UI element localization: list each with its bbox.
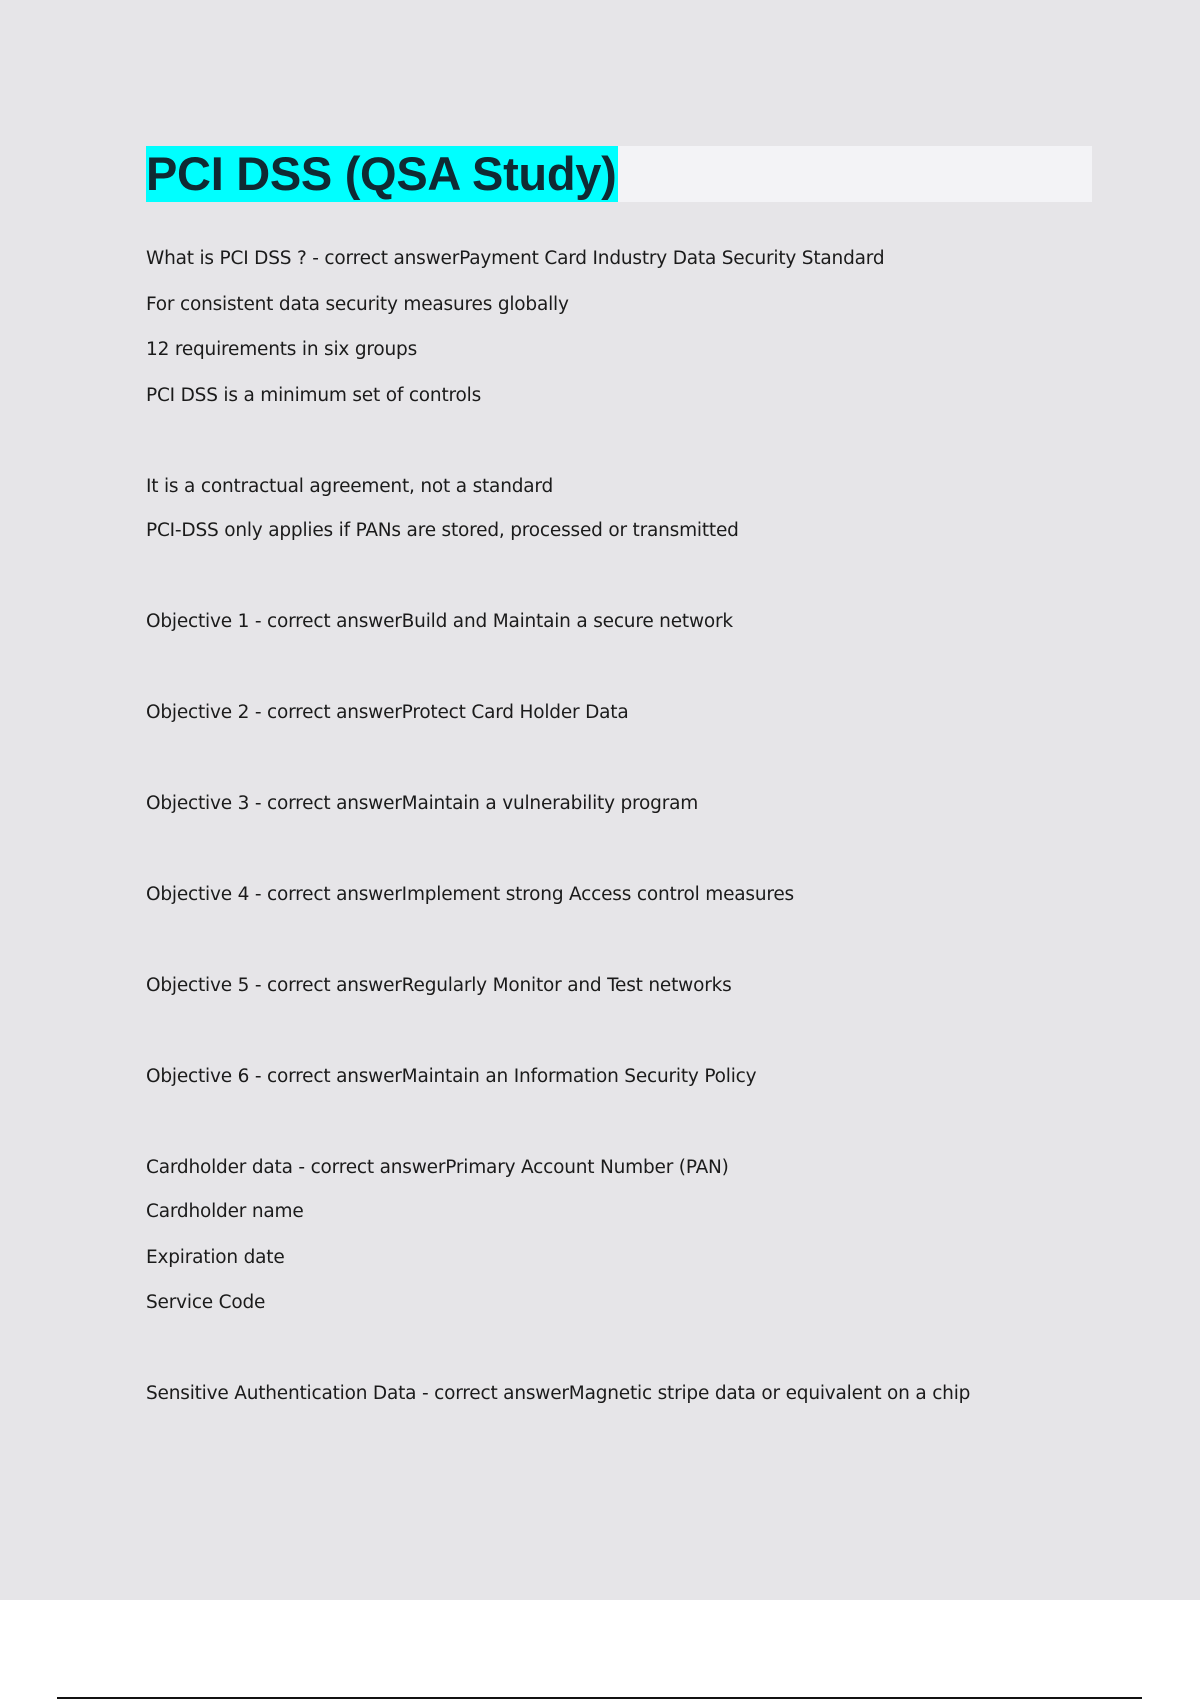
text-line: Service Code: [146, 1292, 266, 1313]
qa-sensitive-auth-data: Sensitive Authentication Data - correct answerMagnetic stripe data or equivalent on a chip: [146, 1383, 971, 1404]
text-line: It is a contractual agreement, not a standard: [146, 476, 554, 497]
qa-cardholder-data: Cardholder data - correct answerPrimary Account Number (PAN): [146, 1157, 729, 1178]
text-line: Expiration date: [146, 1247, 285, 1268]
footer-divider: [57, 1697, 1142, 1699]
page-gap: [0, 1600, 1200, 1700]
text-line: PCI-DSS only applies if PANs are stored, processed or transmitted: [146, 520, 739, 541]
text-line: For consistent data security measures globally: [146, 294, 569, 315]
qa-objective-3: Objective 3 - correct answerMaintain a vulnerability program: [146, 793, 699, 814]
qa-pci-dss-definition: What is PCI DSS ? - correct answerPayment Card Industry Data Security Standard: [146, 248, 885, 269]
text-line: PCI DSS is a minimum set of controls: [146, 385, 482, 406]
text-line: 12 requirements in six groups: [146, 339, 418, 360]
qa-objective-5: Objective 5 - correct answerRegularly Monitor and Test networks: [146, 975, 732, 996]
document-title: PCI DSS (QSA Study): [146, 147, 617, 200]
qa-objective-4: Objective 4 - correct answerImplement strong Access control measures: [146, 884, 794, 905]
text-line: Cardholder name: [146, 1201, 304, 1222]
qa-objective-6: Objective 6 - correct answerMaintain an Information Security Policy: [146, 1066, 757, 1087]
qa-objective-2: Objective 2 - correct answerProtect Card Holder Data: [146, 702, 629, 723]
qa-objective-1: Objective 1 - correct answerBuild and Maintain a secure network: [146, 611, 733, 632]
